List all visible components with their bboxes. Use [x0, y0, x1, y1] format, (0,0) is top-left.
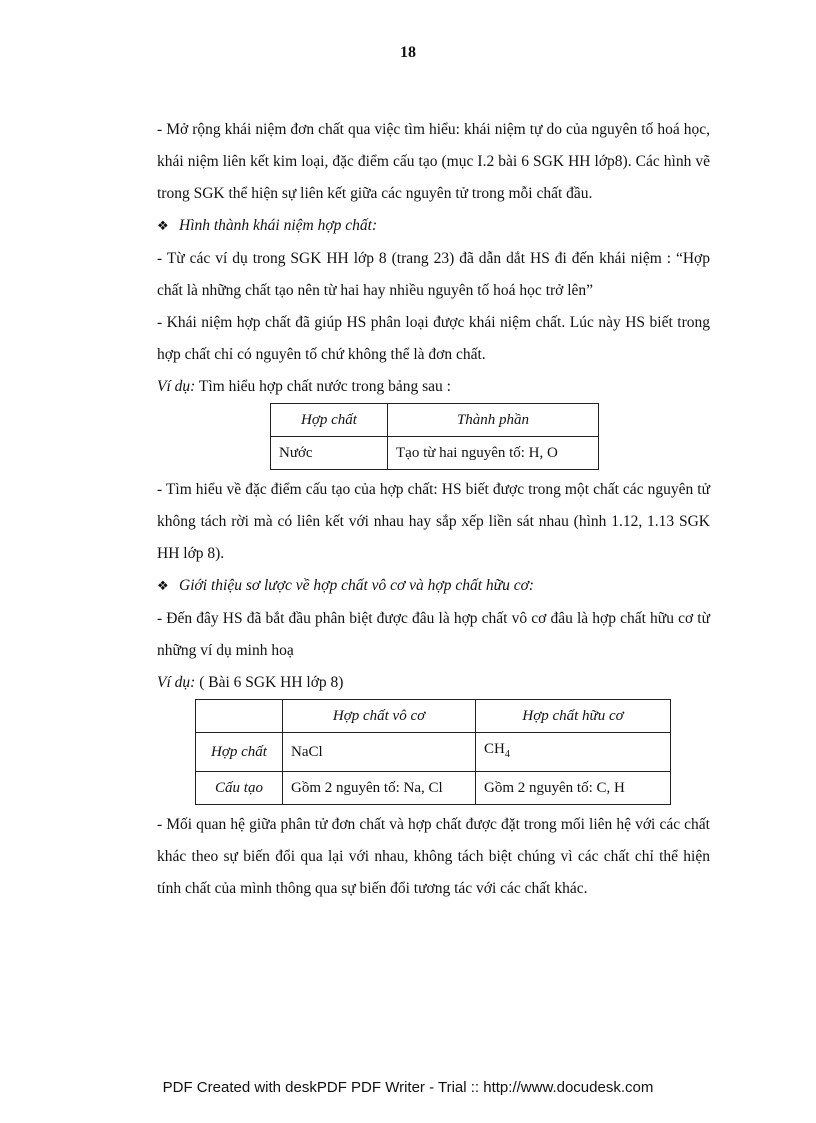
- section-heading-compound: [157, 210, 710, 243]
- table-cell: Nước: [271, 437, 388, 470]
- table-header: Hợp chất vô cơ: [283, 700, 476, 733]
- section-heading-organic-inorganic: [157, 570, 710, 603]
- paragraph-compound-definition: - Từ các ví dụ trong SGK HH lớp 8 (trang 23) đã dẫn dắt HS đi đến khái niệm : “Hợp chất là những chất tạo nên từ hai hay nhiều nguyên tố hoá học trở lên”: [157, 250, 710, 299]
- table-row: [271, 437, 599, 470]
- table-header: Hợp chất: [271, 404, 388, 437]
- document-body: [157, 114, 710, 905]
- water-compound-table: [270, 403, 599, 470]
- table-header: Hợp chất hữu cơ: [476, 700, 671, 733]
- table-header: Thành phần: [388, 404, 599, 437]
- table-header-row: [271, 404, 599, 437]
- pdf-footer: PDF Created with deskPDF PDF Writer - Trial :: http://www.docudesk.com: [162, 1079, 654, 1096]
- example-text: ( Bài 6 SGK HH lớp 8): [195, 674, 344, 691]
- paragraph-classification: - Khái niệm hợp chất đã giúp HS phân loại được khái niệm chất. Lúc này HS biết trong hợp chất chỉ có nguyên tố chứ không thể là đơn chất.: [157, 314, 710, 363]
- paragraph-distinguish: - Đến đây HS đã bắt đầu phân biệt được đâu là hợp chất vô cơ đâu là hợp chất hữu cơ từ những ví dụ minh hoạ: [157, 610, 710, 659]
- table-row: [196, 733, 671, 772]
- diamond-bullet-icon: ❖: [157, 219, 169, 234]
- example-line-lesson6: [157, 667, 710, 699]
- page-number: 18: [400, 44, 416, 61]
- diamond-bullet-icon: ❖: [157, 579, 169, 594]
- section-heading-text: Giới thiệu sơ lược về hợp chất vô cơ và hợp chất hữu cơ:: [179, 577, 535, 594]
- row-label: Cấu tạo: [196, 772, 283, 805]
- table-row: [196, 772, 671, 805]
- paragraph-relationship: - Mối quan hệ giữa phân tử đơn chất và hợp chất được đặt trong mối liên hệ với các chất khác theo sự biến đổi qua lại với nhau, không tách biệt chúng vì các chất chỉ thể hiện tính chất của mình thông qua sự biến đổi tương tác với các chất khác.: [157, 816, 710, 897]
- example-line-water: [157, 371, 710, 403]
- paragraph-simple-substance: - Mở rộng khái niệm đơn chất qua việc tìm hiểu: khái niệm tự do của nguyên tố hoá học, khái niệm liên kết kim loại, đặc điểm cấu tạo (mục I.2 bài 6 SGK HH lớp8). Các hình vẽ trong SGK thể hiện sự liên kết giữa các nguyên tử trong mỗi chất đầu.: [157, 121, 710, 202]
- formula-base: CH: [484, 741, 505, 757]
- example-text: Tìm hiểu hợp chất nước trong bảng sau :: [195, 378, 451, 395]
- example-label: Ví dụ:: [157, 378, 196, 395]
- section-heading-text: Hình thành khái niệm hợp chất:: [179, 217, 378, 234]
- table-cell: NaCl: [283, 733, 476, 772]
- table-cell: Gồm 2 nguyên tố: Na, Cl: [283, 772, 476, 805]
- table-header-empty: [196, 700, 283, 733]
- table-cell: Tạo từ hai nguyên tố: H, O: [388, 437, 599, 470]
- table-header-row: [196, 700, 671, 733]
- inorganic-organic-table: [195, 699, 671, 805]
- row-label: Hợp chất: [196, 733, 283, 772]
- table-cell: Gồm 2 nguyên tố: C, H: [476, 772, 671, 805]
- formula-subscript: 4: [504, 749, 510, 760]
- paragraph-structure: - Tìm hiểu về đặc điểm cấu tạo của hợp chất: HS biết được trong một chất các nguyên tử không tách rời mà có liên kết với nhau hay sắp xếp liền sát nhau (hình 1.12, 1.13 SGK HH lớp 8).: [157, 481, 710, 562]
- example-label: Ví dụ:: [157, 674, 196, 691]
- table-cell-formula: [476, 733, 671, 772]
